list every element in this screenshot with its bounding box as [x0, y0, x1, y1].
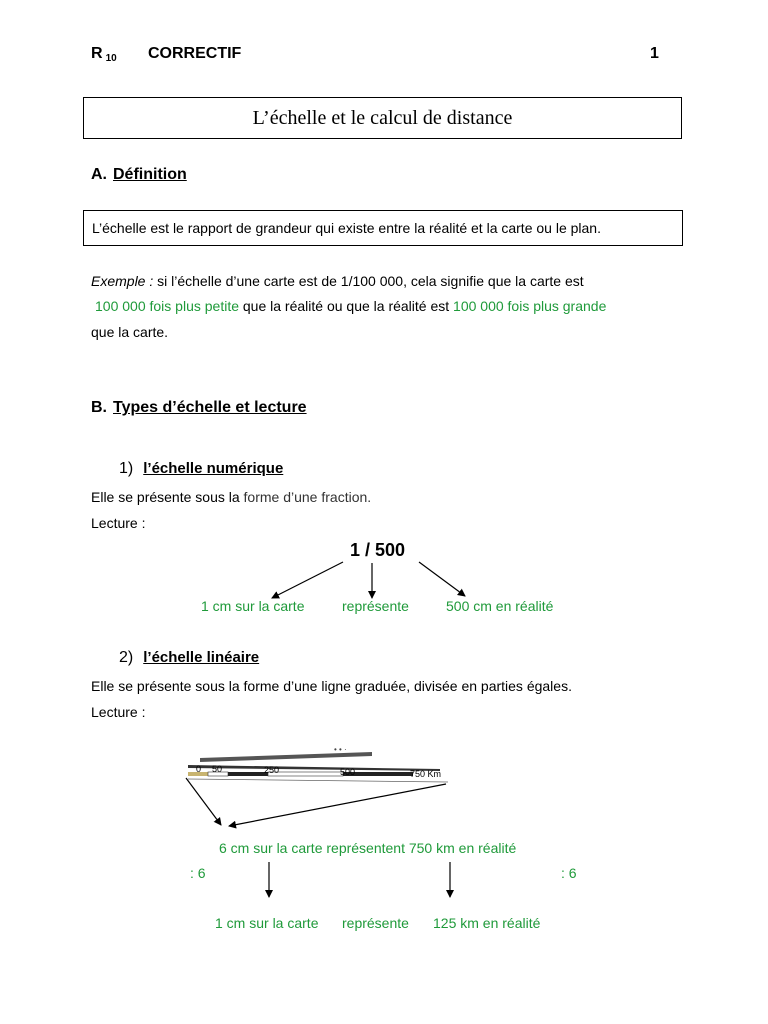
linear-right-label: 125 km en réalité [433, 915, 541, 931]
numeric-left-label: 1 cm sur la carte [201, 598, 305, 614]
header-label: CORRECTIF [148, 45, 242, 62]
document-title: L’échelle et le calcul de distance [83, 97, 682, 139]
tick-label: 250 [264, 765, 280, 775]
linear-middle-label: représente [342, 915, 409, 931]
highlight-smaller: 100 000 fois plus petite [95, 298, 239, 314]
numeric-right-label: 500 cm en réalité [446, 598, 554, 614]
linear-left-label: 1 cm sur la carte [215, 915, 319, 931]
linear-statement: 6 cm sur la carte représentent 750 km en réalité [219, 840, 517, 856]
scale-bar-segment [228, 772, 268, 776]
svg-text:• • ·: • • · [334, 745, 347, 754]
example-line-3: que la carte. [91, 324, 169, 340]
arrow-numeric-right [419, 562, 465, 596]
numeric-desc: Elle se présente sous la forme d’une fraction. [91, 489, 372, 505]
linear-lecture: Lecture : [91, 704, 146, 720]
arrow-bar-end [229, 784, 446, 826]
section-a-heading: A. Définition [91, 166, 187, 183]
header-code-sub: 10 [105, 53, 117, 64]
numeric-middle-label: représente [342, 598, 409, 614]
header-code: R $_{10}$ [91, 45, 117, 64]
tick-label: 500 [340, 767, 356, 777]
highlight-larger: 100 000 fois plus grande [453, 298, 607, 314]
scale-bar-segment [268, 772, 343, 776]
tick-label: 750 Km [410, 769, 442, 779]
section-b-heading: B. Types d’échelle et lecture [91, 399, 307, 416]
divide-left: : 6 [190, 865, 206, 881]
example-label: Exemple : [91, 273, 154, 289]
arrow-bar-start [186, 778, 221, 825]
tick-label: 50 [212, 764, 223, 774]
numeric-lecture: Lecture : [91, 515, 146, 531]
page-number: 1 [650, 45, 659, 62]
linear-desc: Elle se présente sous la forme d’une ligne graduée, divisée en parties égales. [91, 678, 572, 694]
linear-scale-heading: 2) l’échelle linéaire [119, 649, 260, 666]
definition-box: L’échelle est le rapport de grandeur qui existe entre la réalité et la carte ou le plan. [83, 210, 683, 246]
example-line-1: Exemple : si l’échelle d’une carte est de 1/100 000, cela signifie que la carte est [91, 273, 584, 289]
arrow-numeric-left [272, 562, 343, 598]
scale-bar [188, 745, 448, 782]
numeric-fraction: 1 / 500 [350, 540, 406, 560]
example-line-2: 100 000 fois plus petite que la réalité ou que la réalité est 100 000 fois plus grande [95, 298, 607, 314]
tick-label: 0 [196, 764, 202, 774]
numeric-scale-heading: 1) l’échelle numérique [119, 460, 284, 477]
divide-right: : 6 [561, 865, 577, 881]
